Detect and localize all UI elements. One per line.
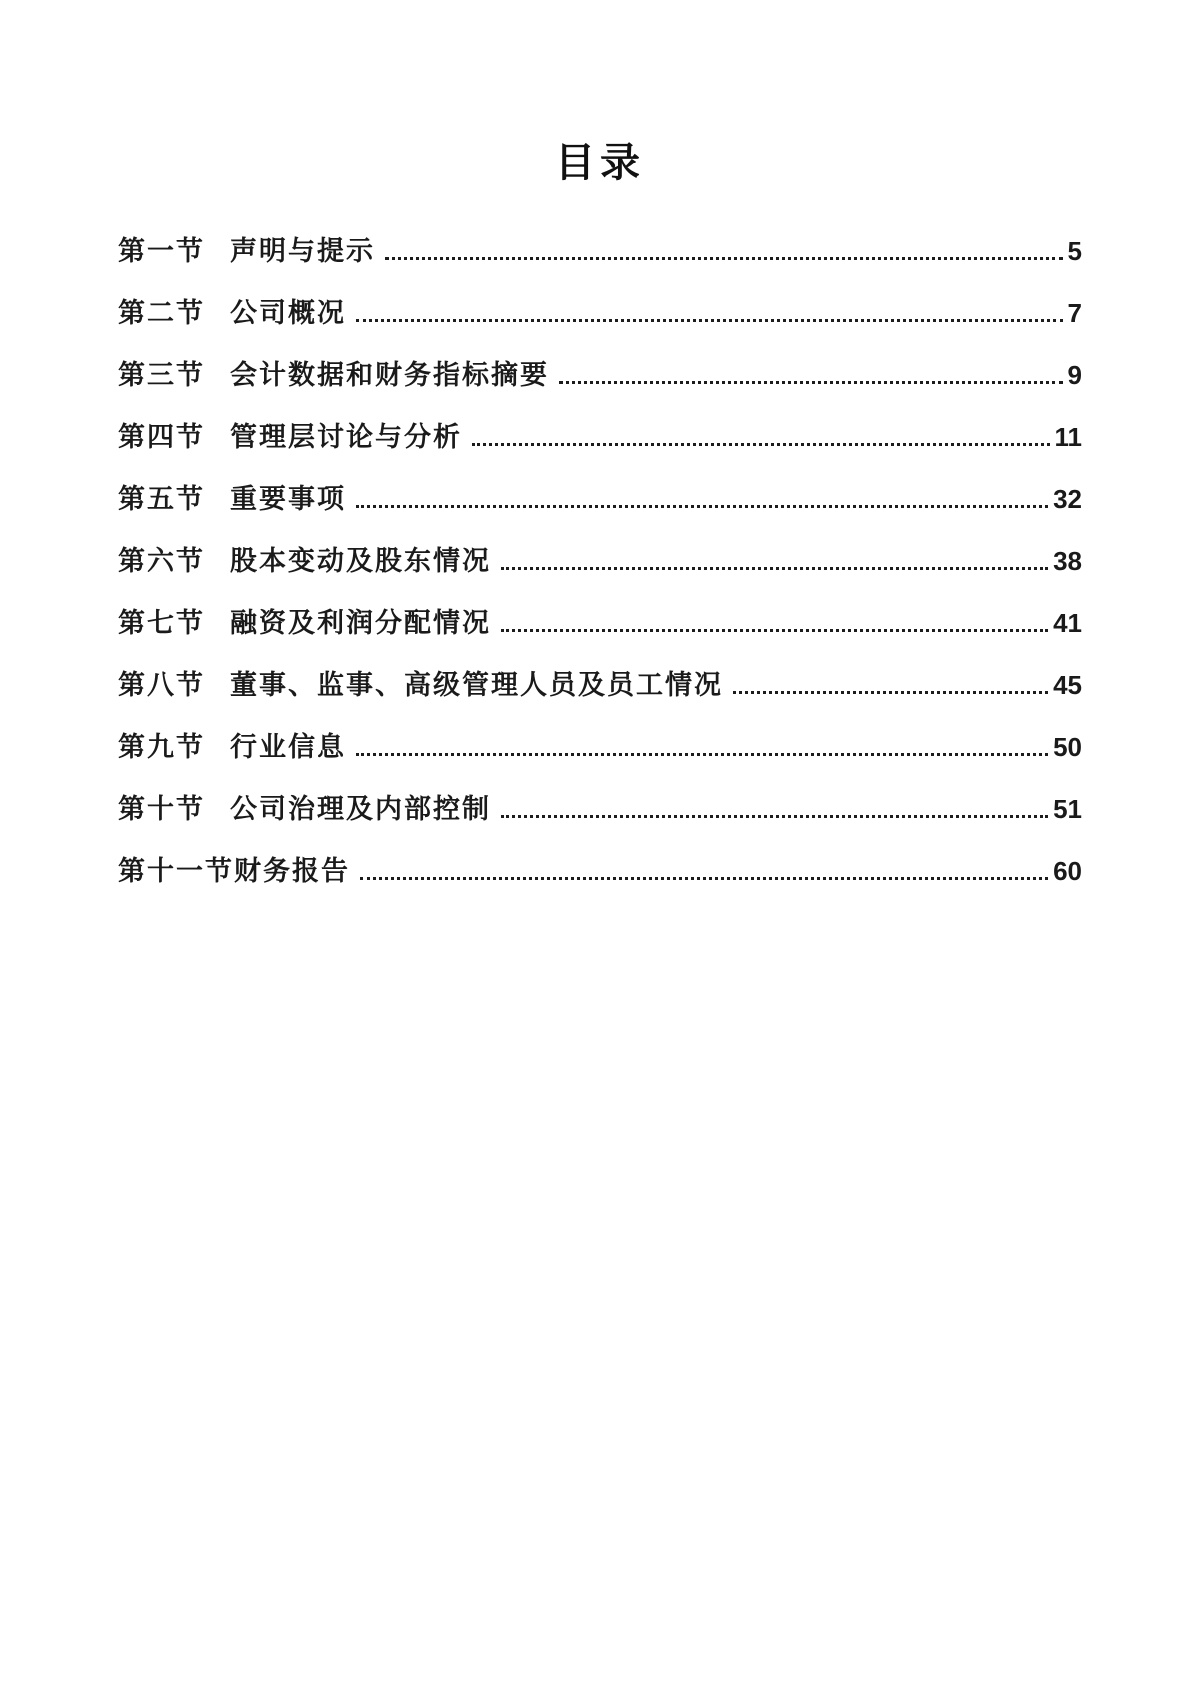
toc-entry[interactable]	[118, 606, 1082, 640]
toc-entry[interactable]	[118, 544, 1082, 578]
toc-entry[interactable]	[118, 668, 1082, 702]
toc-section-label: 第七节	[118, 608, 205, 638]
toc-entry-title: 行业信息	[230, 732, 346, 762]
toc-list	[118, 234, 1082, 888]
toc-entry[interactable]	[118, 234, 1082, 268]
toc-section-label: 第九节	[118, 732, 205, 762]
dot-leader	[360, 877, 1048, 880]
toc-entry[interactable]	[118, 854, 1082, 888]
toc-page-number: 38	[1053, 546, 1082, 576]
toc-section-label: 第十节	[118, 794, 205, 824]
dot-leader	[501, 629, 1048, 632]
toc-section-label: 第二节	[118, 298, 205, 328]
toc-section-label: 第一节	[118, 236, 205, 266]
toc-section-label: 第四节	[118, 422, 205, 452]
toc-entry[interactable]	[118, 792, 1082, 826]
toc-entry-title: 重要事项	[230, 484, 346, 514]
dot-leader	[472, 443, 1050, 446]
toc-entry-title: 股本变动及股东情况	[230, 546, 491, 576]
toc-section-label: 第十一节	[118, 856, 234, 886]
toc-page-number: 11	[1054, 422, 1082, 452]
toc-entry-title: 融资及利润分配情况	[230, 608, 491, 638]
toc-entry-title: 管理层讨论与分析	[230, 422, 462, 452]
toc-entry-title: 声明与提示	[230, 236, 375, 266]
dot-leader	[356, 319, 1063, 322]
toc-page-number: 51	[1053, 794, 1082, 824]
dot-leader	[501, 567, 1048, 570]
toc-page-number: 9	[1067, 360, 1082, 390]
toc-page-number: 5	[1067, 236, 1082, 266]
toc-entry-title: 会计数据和财务指标摘要	[230, 360, 549, 390]
toc-page-number: 32	[1053, 484, 1082, 514]
toc-section-label: 第八节	[118, 670, 205, 700]
toc-title: 目录	[555, 141, 645, 185]
dot-leader	[356, 753, 1048, 756]
toc-page-number: 60	[1053, 856, 1082, 886]
toc-entry-title: 财务报告	[234, 856, 350, 886]
dot-leader	[501, 815, 1048, 818]
toc-page-number: 7	[1067, 298, 1082, 328]
toc-page-number: 45	[1053, 670, 1082, 700]
toc-entry-title: 董事、监事、高级管理人员及员工情况	[230, 670, 723, 700]
toc-entry[interactable]	[118, 482, 1082, 516]
toc-section-label: 第六节	[118, 546, 205, 576]
toc-entry[interactable]	[118, 730, 1082, 764]
toc-section-label: 第五节	[118, 484, 205, 514]
toc-entry-title: 公司概况	[230, 298, 346, 328]
dot-leader	[356, 505, 1048, 508]
toc-entry[interactable]	[118, 420, 1082, 454]
dot-leader	[733, 691, 1048, 694]
toc-entry[interactable]	[118, 296, 1082, 330]
toc-section-label: 第三节	[118, 360, 205, 390]
toc-page-number: 50	[1053, 732, 1082, 762]
dot-leader	[385, 257, 1063, 260]
dot-leader	[559, 381, 1063, 384]
toc-entry-title: 公司治理及内部控制	[230, 794, 491, 824]
toc-entry[interactable]	[118, 358, 1082, 392]
toc-page-number: 41	[1053, 608, 1082, 638]
